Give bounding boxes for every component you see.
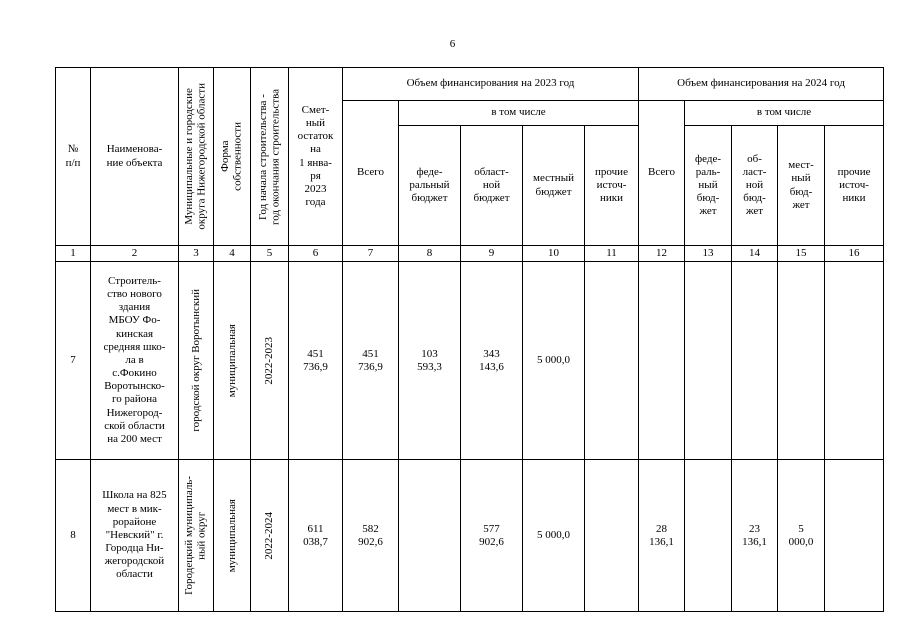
header-federal-2024: феде- раль- ный бюд- жет: [685, 126, 732, 246]
column-number-row: [56, 246, 884, 262]
header-federal-2023: феде- ральный бюджет: [399, 126, 461, 246]
years-cell: 2022-2024: [251, 460, 289, 612]
table-row: [56, 460, 884, 612]
column-number: 3: [179, 246, 214, 262]
header-other-2024: прочие источ- ники: [825, 126, 884, 246]
years-cell: 2022-2023: [251, 262, 289, 460]
federal-2023-cell: 103 593,3: [399, 262, 461, 460]
header-regional-2023: област- ной бюджет: [461, 126, 523, 246]
header-municipality: Муниципальные и городские округа Нижегородской области: [179, 68, 214, 246]
other-2024-cell: [825, 460, 884, 612]
column-number: 8: [399, 246, 461, 262]
header-total-2023: Всего: [343, 101, 399, 246]
municipality-cell: Городецкий муниципаль- ный округ: [179, 460, 214, 612]
header-other-2023: прочие источ- ники: [585, 126, 639, 246]
local-2024-cell: [778, 262, 825, 460]
column-number: 12: [639, 246, 685, 262]
header-ownership: Форма собственности: [214, 68, 251, 246]
header-local-2023: местный бюджет: [523, 126, 585, 246]
page-number: 6: [449, 38, 456, 50]
column-number: 5: [251, 246, 289, 262]
total-2023-cell: 582 902,6: [343, 460, 399, 612]
column-number: 13: [685, 246, 732, 262]
regional-2024-cell: 23 136,1: [732, 460, 778, 612]
ownership-cell: муниципальная: [214, 460, 251, 612]
federal-2023-cell: [399, 460, 461, 612]
column-number: 7: [343, 246, 399, 262]
column-number: 15: [778, 246, 825, 262]
header-row-1: [56, 68, 884, 101]
total-2024-cell: 28 136,1: [639, 460, 685, 612]
column-number: 16: [825, 246, 884, 262]
column-number: 11: [585, 246, 639, 262]
header-including-2024: в том числе: [685, 101, 884, 126]
header-num: № п/п: [56, 68, 91, 246]
column-number: 9: [461, 246, 523, 262]
header-including-2023: в том числе: [399, 101, 639, 126]
row-num: 8: [56, 460, 91, 612]
ownership-cell: муниципальная: [214, 262, 251, 460]
total-2024-cell: [639, 262, 685, 460]
regional-2023-cell: 343 143,6: [461, 262, 523, 460]
regional-2023-cell: 577 902,6: [461, 460, 523, 612]
other-2024-cell: [825, 262, 884, 460]
column-number: 10: [523, 246, 585, 262]
header-name: Наименова- ние объекта: [91, 68, 179, 246]
column-number: 2: [91, 246, 179, 262]
header-fin-2023: Объем финансирования на 2023 год: [343, 68, 639, 101]
header-local-2024: мест- ный бюд- жет: [778, 126, 825, 246]
other-2023-cell: [585, 460, 639, 612]
column-number: 1: [56, 246, 91, 262]
column-number: 14: [732, 246, 778, 262]
header-years: Год начала строительства - год окончания строительства: [251, 68, 289, 246]
local-2023-cell: 5 000,0: [523, 262, 585, 460]
local-2023-cell: 5 000,0: [523, 460, 585, 612]
federal-2024-cell: [685, 262, 732, 460]
column-number: 4: [214, 246, 251, 262]
other-2023-cell: [585, 262, 639, 460]
estimated-cell: 451 736,9: [289, 262, 343, 460]
header-total-2024: Всего: [639, 101, 685, 246]
row-num: 7: [56, 262, 91, 460]
header-fin-2024: Объем финансирования на 2024 год: [639, 68, 884, 101]
header-estimated: Смет- ный остаток на 1 янва- ря 2023 года: [289, 68, 343, 246]
estimated-cell: 611 038,7: [289, 460, 343, 612]
object-name: Строитель- ство нового здания МБОУ Фо- кинская средняя шко- ла в с.Фокино Воротынско- го района Нижегород- ской области на 200 мест: [91, 262, 179, 460]
regional-2024-cell: [732, 262, 778, 460]
header-regional-2024: об- ласт- ной бюд- жет: [732, 126, 778, 246]
local-2024-cell: 5 000,0: [778, 460, 825, 612]
column-number: 6: [289, 246, 343, 262]
table-row: [56, 262, 884, 460]
financing-table: [55, 67, 884, 612]
municipality-cell: городской округ Воротынский: [179, 262, 214, 460]
object-name: Школа на 825 мест в мик- рорайоне "Невский" г. Городца Ни- жегородской области: [91, 460, 179, 612]
total-2023-cell: 451 736,9: [343, 262, 399, 460]
federal-2024-cell: [685, 460, 732, 612]
